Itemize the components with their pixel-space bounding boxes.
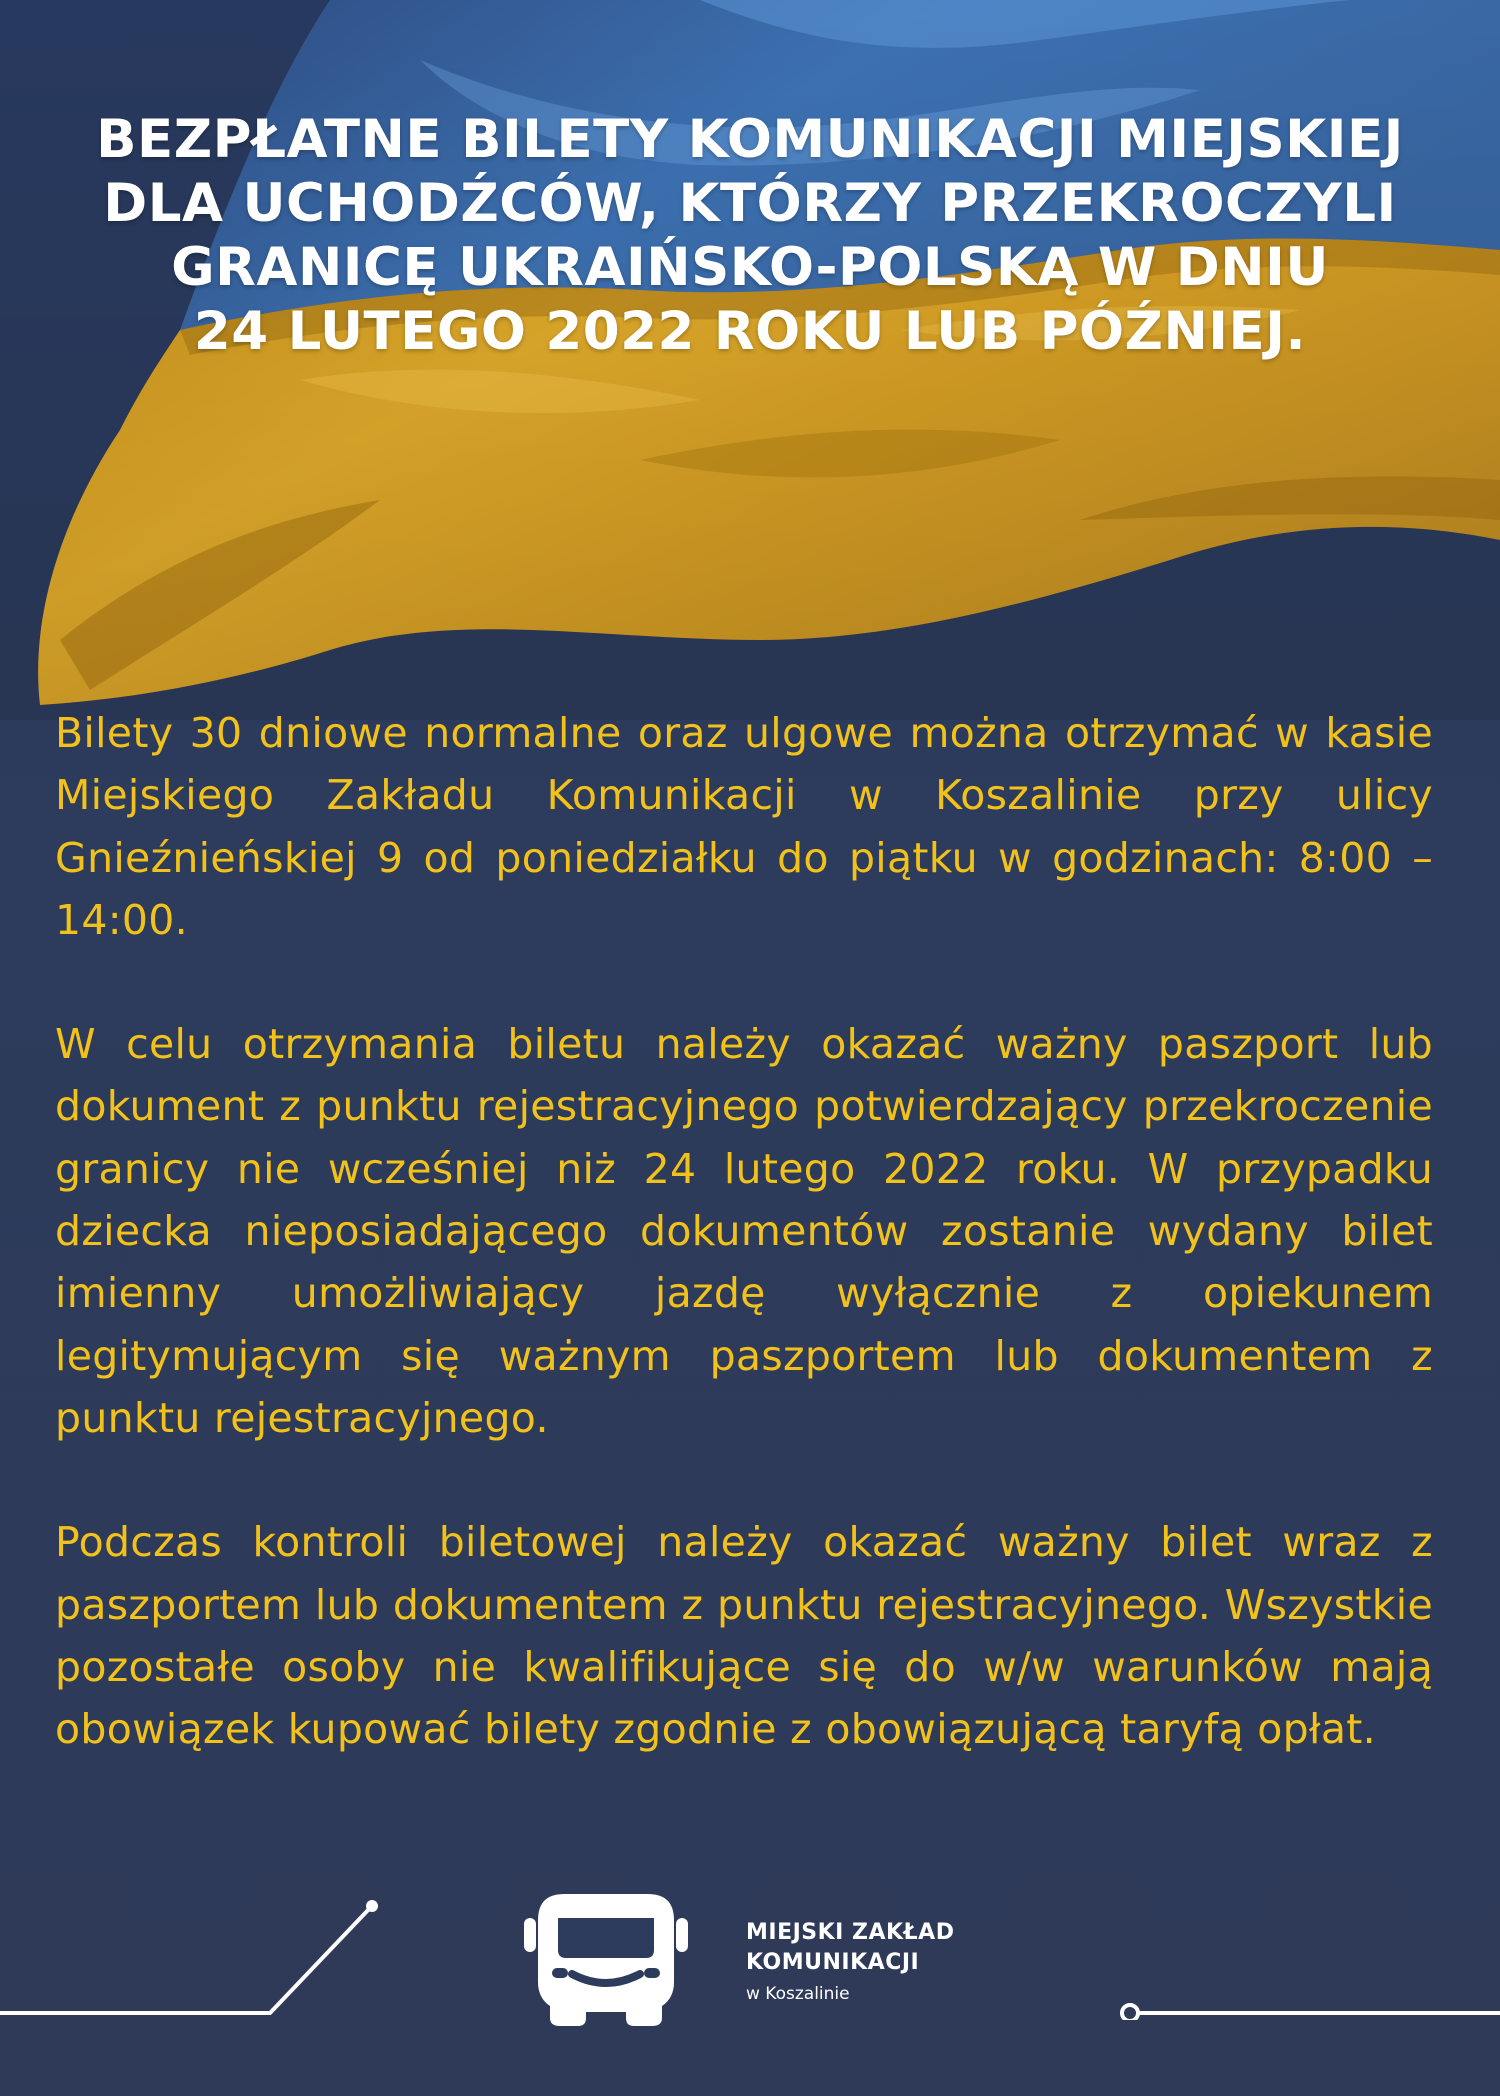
- paragraph-ticket-control: Podczas kontroli biletowej należy okazać ważny bilet wraz z paszportem lub dokumentem z punktu rejestracyjnego. Wszystkie pozostałe osoby nie kwalifikujące się do w/w warunków mają obowiązek kupować bilety zgodnie z obowiązującą taryfą opłat.: [55, 1518, 1433, 1754]
- title-line-3: GRANICĘ UKRAIŃSKO-POLSKĄ W DNIU: [171, 237, 1329, 298]
- logo-line-2: KOMUNIKACJI: [746, 1950, 920, 1975]
- body-text: [55, 702, 1433, 1822]
- paragraph-ticket-office: Bilety 30 dniowe normalne oraz ulgowe można otrzymać w kasie Miejskiego Zakładu Komunikacji w Koszalinie przy ulicy Gnieźnieńskiej 9 od poniedziałku do piątku w godzinach: 8:00 – 14:00.: [55, 709, 1433, 944]
- page-title: [20, 108, 1480, 364]
- title-line-1: BEZPŁATNE BILETY KOMUNIKACJI MIEJSKIEJ: [96, 109, 1404, 170]
- bus-logo-icon: [524, 1888, 688, 2028]
- logo-line-1: MIEJSKI ZAKŁAD: [746, 1920, 955, 1945]
- logo-line-3: w Koszalinie: [746, 1984, 850, 2004]
- paragraph-requirements: W celu otrzymania biletu należy okazać ważny paszport lub dokument z punktu rejestracyjnego potwierdzający przekroczenie granicy nie wcześniej niż 24 lutego 2022 roku. W przypadku dziecka nieposiadającego dokumentów zostanie wydany bilet imienny umożliwiający jazdę wyłącznie z opiekunem legitymującym się ważnym paszportem lub dokumentem z punktu rejestracyjnego.: [55, 1020, 1433, 1442]
- logo-text: [746, 1918, 954, 2008]
- title-line-2: DLA UCHODŹCÓW, KTÓRZY PRZEKROCZYLI: [103, 173, 1397, 234]
- title-line-4: 24 LUTEGO 2022 ROKU LUB PÓŹNIEJ.: [193, 301, 1307, 362]
